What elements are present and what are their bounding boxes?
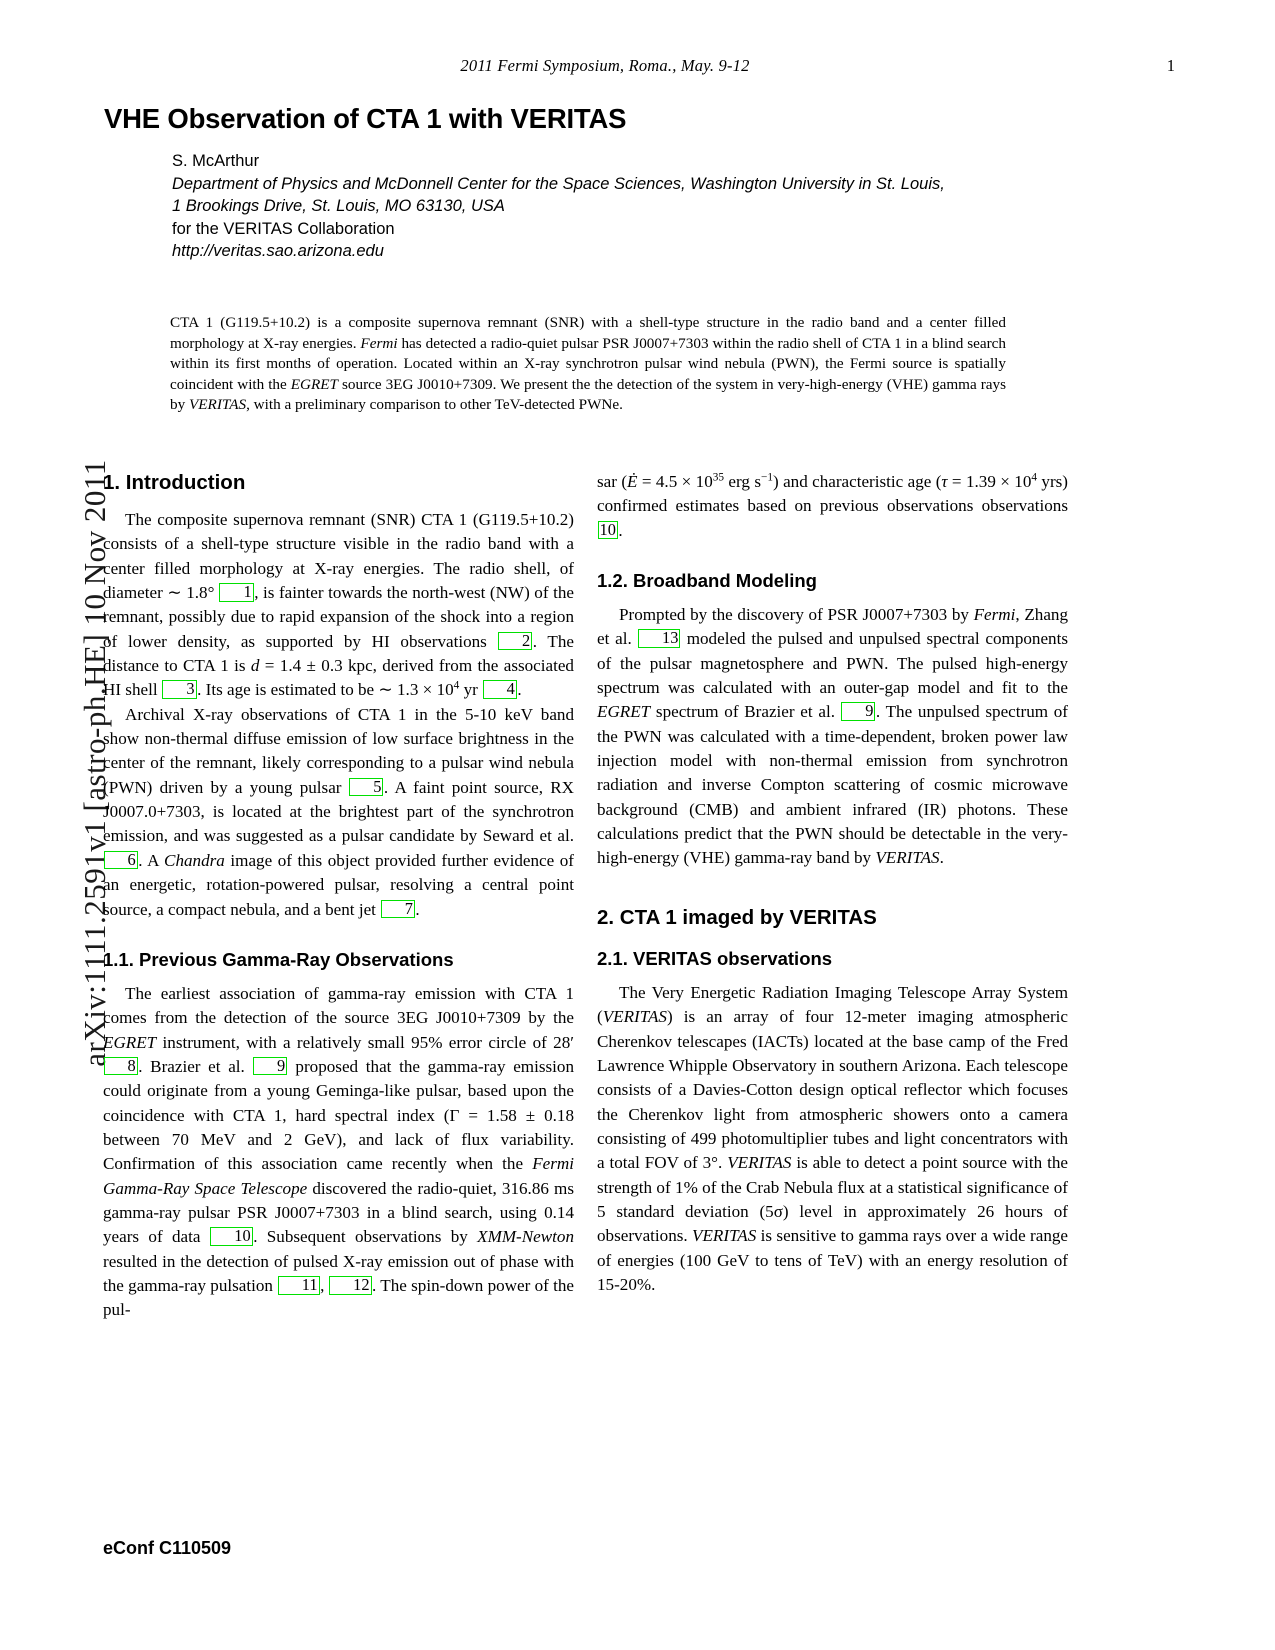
characteristic-age-symbol: τ [941, 472, 948, 491]
cont-d: ) and characteristic age ( [772, 472, 942, 491]
citation-9[interactable]: 9 [253, 1057, 287, 1076]
prev-p1-g: resulted in the detection of pulsed X-ray emission out of phase with the gamma-ray pulsation [103, 1251, 574, 1295]
prev-p1-b: instrument, with a relatively small 95% error circle of 28′ [156, 1032, 574, 1052]
prev-gamma-paragraph-1 [103, 982, 574, 1323]
intro-p1-b: , is fainter towards the north-west (NW) of the remnant, possibly due to rapid expansion of the shock into a region of lower density, as supported by HI observations [103, 583, 574, 651]
veritas-observations-paragraph-1 [597, 981, 1068, 1297]
arxiv-identifier-stamp: arXiv:1111.2591v1 [astro-ph.HE] 10 Nov 2011 [77, 459, 112, 1067]
citation-7[interactable]: 7 [381, 900, 415, 919]
collaboration-line: for the VERITAS Collaboration [172, 219, 395, 238]
cont-g: . [618, 520, 623, 540]
cont-b: = 4.5 × 10 [637, 472, 713, 491]
intro-paragraph-1 [103, 508, 574, 703]
prev-egret: EGRET [103, 1032, 157, 1052]
citation-5[interactable]: 5 [349, 778, 383, 797]
prev-p1-f: . Subsequent observations by [253, 1227, 478, 1247]
intro-p1-d: = 1.4 ± 0.3 kpc, derived from the associated HI shell [103, 656, 574, 700]
intro-p1-g: . [517, 680, 522, 700]
abstract-text-a: CTA 1 (G119.5+10.2) is a composite supernova remnant (SNR) with a shell-type structure in the radio band and a center filled morphology at X-ray energies. [170, 314, 1006, 352]
page-title: VHE Observation of CTA 1 with VERITAS [104, 103, 627, 134]
author-affiliation-line-2: 1 Brookings Drive, St. Louis, MO 63130, USA [172, 197, 505, 215]
age-exponent: 4 [1031, 471, 1038, 484]
cont-c: erg s [724, 472, 761, 491]
cont-a: sar ( [597, 472, 628, 491]
intro-distance-var: d [250, 656, 260, 676]
intro-age-exponent: 4 [453, 679, 460, 692]
citation-3[interactable]: 3 [162, 680, 196, 699]
citation-10[interactable]: 10 [210, 1227, 252, 1246]
intro-p2-b: . A faint point source, RX J0007.0+7303, is located at the brightest part of the synchrotron emission, and was suggested as a pulsar candidate by Seward et al. [103, 777, 574, 846]
intro-p2-a: Archival X-ray observations of CTA 1 in the 5-10 keV band show non-thermal diffuse emission of low surface brightness in the center of the remnant, likely corresponding to a pulsar wind nebula (PWN) driven by a young pulsar [103, 704, 574, 797]
section-heading-previous-gamma-ray-observations: 1.1. Previous Gamma-Ray Observations [103, 948, 454, 970]
broad-egret: EGRET [597, 702, 651, 722]
author-name: S. McArthur [172, 152, 260, 170]
citation-8[interactable]: 8 [104, 1057, 138, 1076]
prev-fermi-gst: Fermi Gamma-Ray Space Telescope [103, 1154, 574, 1198]
collaboration-url[interactable]: http://veritas.sao.arizona.edu [172, 242, 384, 260]
vobs-p1-c: is able to detect a point source with the strength of 1% of the Crab Nebula flux at a statistical significance of 5 standard deviation (5σ) level in approximately 26 hours of observations. [597, 1153, 1068, 1246]
intro-p2-e: . [415, 899, 420, 919]
citation-9-repeat[interactable]: 9 [841, 702, 875, 721]
broadband-paragraph-1 [597, 603, 1068, 871]
cont-f: yrs) confirmed estimates based on previous observations observations [597, 472, 1069, 516]
abstract-fermi: Fermi [360, 334, 398, 352]
abstract-veritas: VERITAS [188, 396, 247, 414]
page-number: 1 [1166, 56, 1175, 75]
column-right [597, 470, 1068, 1297]
vobs-veritas-1: VERITAS [602, 1007, 667, 1027]
broad-p1-c: modeled the pulsed and unpulsed spectral components of the pulsar magnetosphere and PWN. The pulsed high-energy spectrum was calculated with an outer-gap model and fit to the [597, 629, 1068, 698]
intro-paragraph-2 [103, 703, 574, 922]
intro-chandra: Chandra [164, 850, 225, 870]
running-head: 2011 Fermi Symposium, Roma., May. 9-12 [460, 56, 750, 75]
vobs-veritas-3: VERITAS [692, 1226, 757, 1246]
citation-10-repeat[interactable]: 10 [599, 519, 616, 539]
spin-down-power-symbol: Ė [627, 472, 638, 491]
intro-p1-f: yr [459, 680, 483, 700]
broad-veritas: VERITAS [875, 848, 940, 868]
intro-p2-d: image of this object provided further evidence of an energetic, rotation-powered pulsar, resolving a central point source, a compact nebula, and a bent jet [103, 850, 574, 919]
citation-4[interactable]: 4 [483, 680, 517, 699]
spin-down-exponent: 35 [712, 471, 725, 484]
vobs-p1-b: ) is an array of four 12-meter imaging atmospheric Cherenkov telescapes (IACTs) located at the base camp of the Fred Lawrence Whipple Observatory in southern Arizona. Each telescope consists of a Davies-Cotton design optical reflector which focuses the Cherenkov light from atmospheric showers onto a camera consisting of 499 photomultiplier tubes and light concentrators with a total FOV of 3°. [597, 1007, 1068, 1173]
prev-xmm-newton: XMM-Newton [477, 1227, 574, 1247]
author-affiliation-line-1: Department of Physics and McDonnell Center for the Space Sciences, Washington University in St. Louis, [172, 174, 945, 193]
prev-gamma-paragraph-continued [597, 470, 1068, 543]
section-heading-introduction: 1. Introduction [103, 471, 246, 494]
vobs-p1-a: The Very Energetic Radiation Imaging Telescope Array System ( [597, 982, 1068, 1027]
intro-p1-c: . The distance to CTA 1 is [103, 631, 574, 676]
broad-fermi: Fermi [973, 605, 1016, 625]
intro-p1-e: . Its age is estimated to be ∼ 1.3 × 10 [197, 680, 454, 700]
abstract-text-c: source 3EG J0010+7309. We present the the detection of the system in very-high-energy (VHE) gamma rays by [170, 375, 1007, 414]
citation-12[interactable]: 12 [329, 1276, 371, 1295]
footer-conference-id: eConf C110509 [103, 1538, 232, 1558]
prev-p1-h: , [320, 1275, 329, 1295]
broad-p1-b: , Zhang et al. [597, 605, 1068, 649]
section-heading-cta1-imaged-by-veritas: 2. CTA 1 imaged by VERITAS [597, 905, 877, 929]
prev-p1-c: . Brazier et al. [138, 1056, 253, 1076]
citation-13[interactable]: 13 [638, 629, 680, 648]
cont-e: = 1.39 × 10 [947, 472, 1032, 491]
prev-p1-a: The earliest association of gamma-ray emission with CTA 1 comes from the detection of the source 3EG J0010+7309 by the [103, 983, 574, 1028]
broad-p1-d: spectrum of Brazier et al. [650, 702, 841, 722]
abstract-egret: EGRET [290, 375, 338, 393]
abstract-text-d: , with a preliminary comparison to other TeV-detected PWNe. [246, 396, 623, 414]
intro-p1-a: The composite supernova remnant (SNR) CTA 1 (G119.5+10.2) consists of a shell-type structure visible in the radio band with a center filled morphology at X-ray energies. The radio shell, of diameter ∼ 1.8° [103, 510, 574, 603]
column-left [103, 470, 574, 1323]
second-inverse-exponent: −1 [760, 471, 773, 484]
intro-p2-c: . A [138, 850, 165, 870]
citation-1[interactable]: 1 [219, 583, 253, 602]
author-block [172, 150, 1072, 263]
citation-2[interactable]: 2 [498, 632, 532, 651]
abstract-text-b: has detected a radio-quiet pulsar PSR J0007+7303 within the radio shell of CTA 1 in a blind search within its first months of operation. Located within an X-ray synchrotron pulsar wind nebula (PWN), the Fermi source is spatially coincident with the [170, 334, 1006, 393]
prev-p1-d: proposed that the gamma-ray emission could originate from a young Geminga-like pulsar, based upon the coincidence with CTA 1, hard spectral index (Γ = 1.58 ± 0.18 between 70 MeV and 2 GeV), and lack of flux variability. Confirmation of this association came recently when the [103, 1056, 574, 1174]
section-heading-broadband-modeling: 1.2. Broadband Modeling [597, 570, 817, 592]
prev-p1-e: discovered the radio-quiet, 316.86 ms gamma-ray pulsar PSR J0007+7303 in a blind search, using 0.14 years of data [103, 1178, 574, 1247]
citation-6[interactable]: 6 [104, 851, 138, 870]
vobs-p1-d: is sensitive to gamma rays over a wide range of energies (100 GeV to tens of TeV) with an energy resolution of 15-20%. [597, 1226, 1069, 1294]
citation-11[interactable]: 11 [278, 1276, 320, 1295]
vobs-veritas-2: VERITAS [727, 1153, 792, 1173]
section-heading-veritas-observations: 2.1. VERITAS observations [597, 947, 833, 969]
broad-p1-a: Prompted by the discovery of PSR J0007+7303 by [619, 605, 974, 625]
prev-p1-i: . The spin-down power of the pul- [103, 1275, 575, 1320]
abstract [170, 313, 1006, 416]
broad-p1-f: . [939, 848, 944, 868]
broad-p1-e: . The unpulsed spectrum of the PWN was calculated with a time-dependent, broken power law injection model with non-thermal emission from synchrotron radiation and inverse Compton scattering of cosmic microwave background (CMB) and ambient infrared (IR) photons. These calculations predict that the PWN should be detectable in the very-high-energy (VHE) gamma-ray band by [597, 702, 1069, 868]
